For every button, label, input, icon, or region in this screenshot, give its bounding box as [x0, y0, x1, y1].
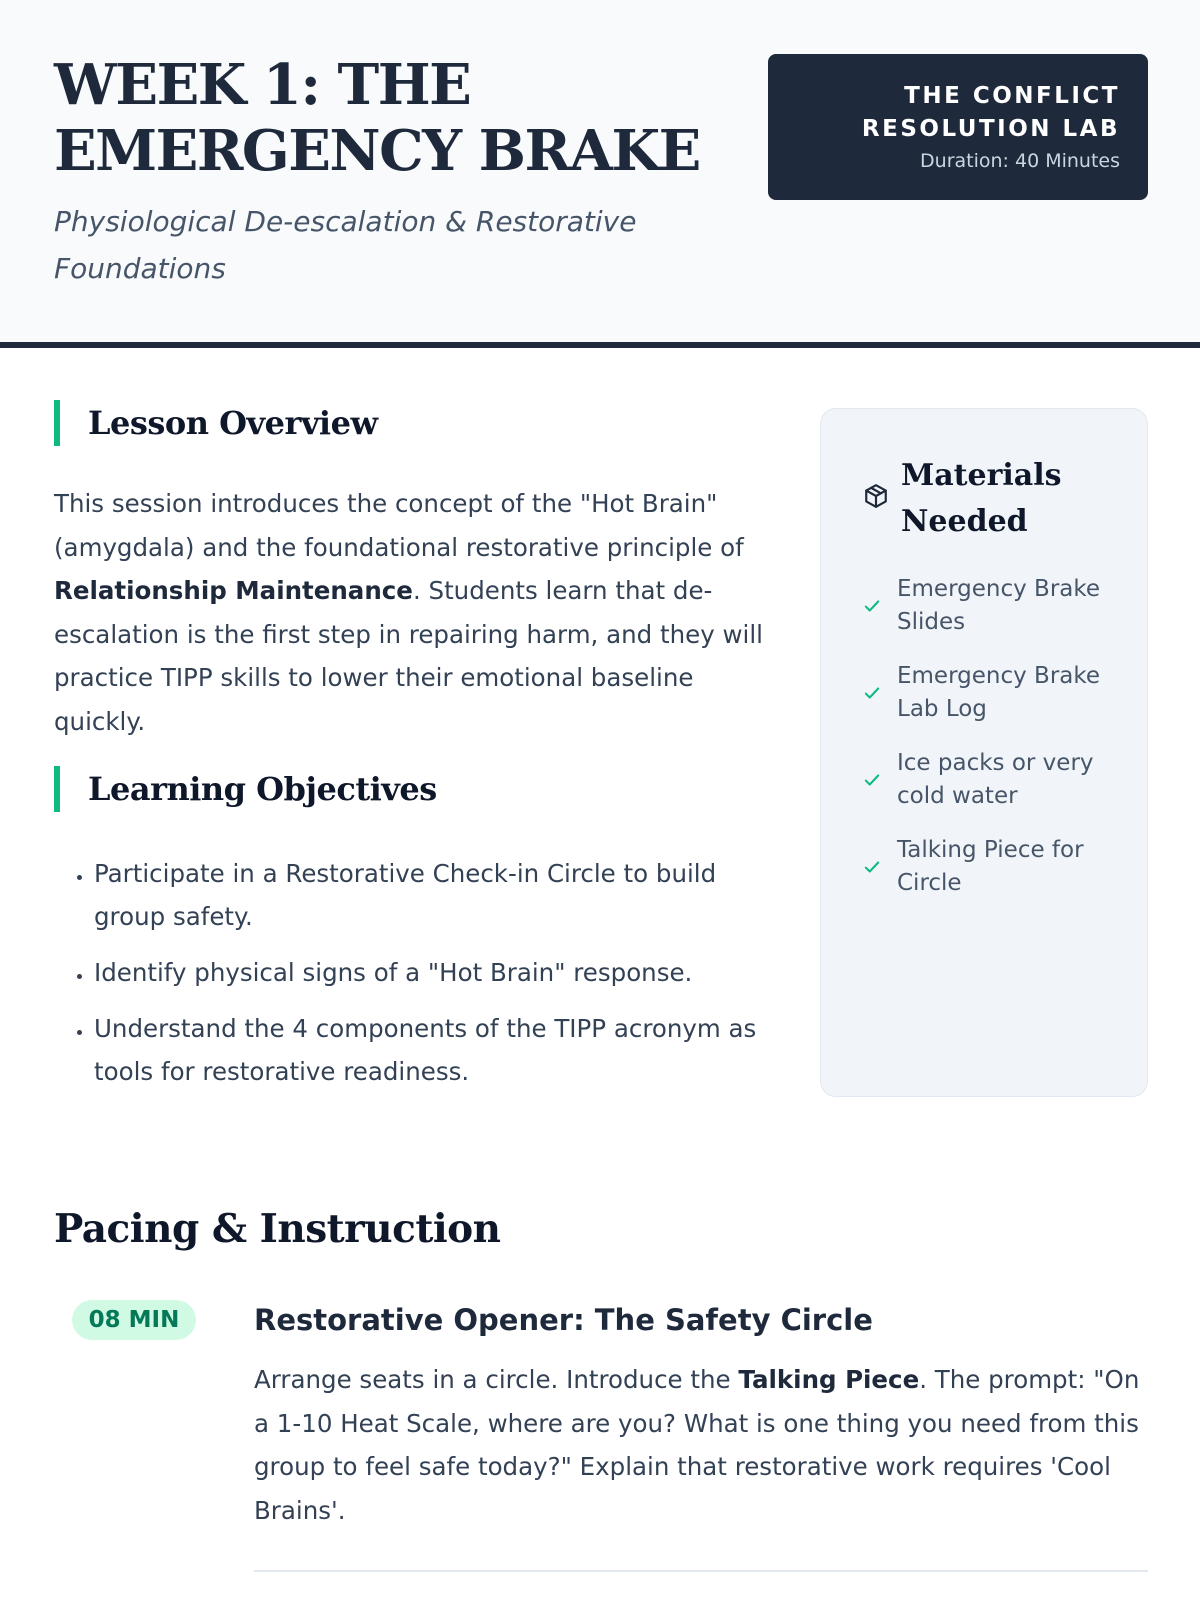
material-item [863, 832, 1133, 902]
overview-text-bold: Relationship Maintenance [54, 576, 413, 605]
step-description [254, 1358, 1154, 1532]
objectives-list [54, 852, 766, 1106]
overview-text [54, 482, 766, 743]
check-icon [863, 858, 881, 876]
material-label: Emergency Brake Slides [897, 576, 1101, 635]
step-divider [254, 1570, 1148, 1572]
material-label: Emergency Brake Lab Log [897, 663, 1101, 722]
objective-item: • Identify physical signs of a "Hot Brain" response. [94, 951, 766, 994]
material-label: Talking Piece for Circle [897, 837, 1084, 896]
materials-title: Materials Needed [901, 458, 1062, 539]
material-item [863, 658, 1133, 728]
check-icon [863, 684, 881, 702]
check-icon [863, 771, 881, 789]
step-text-start: Arrange seats in a circle. Introduce the [254, 1365, 739, 1394]
objectives-heading: Learning Objectives [54, 766, 437, 812]
page-subtitle: Physiological De-escalation & Restorative Foundations [54, 205, 637, 285]
course-name: THE CONFLICT RESOLUTION LAB [861, 83, 1120, 142]
lesson-duration: Duration: 40 Minutes [920, 150, 1120, 172]
objective-item: • Understand the 4 components of the TIPP acronym as tools for restorative readiness. [94, 1007, 766, 1093]
material-label: Ice packs or very cold water [897, 750, 1094, 809]
page-header [0, 0, 1200, 348]
course-badge [768, 54, 1148, 200]
materials-list [863, 571, 1133, 919]
objective-item: • Participate in a Restorative Check-in Circle to build group safety. [94, 852, 766, 938]
overview-text-end: . Students learn that de-escalation is the first step in repairing harm, and they will practice TIPP skills to lower their emotional baseline quickly. [54, 576, 763, 736]
overview-text-start: This session introduces the concept of the "Hot Brain" (amygdala) and the foundational restorative principle of [54, 489, 744, 562]
step-text-bold: Talking Piece [738, 1365, 920, 1394]
box-icon [863, 483, 889, 509]
overview-heading: Lesson Overview [54, 400, 377, 446]
pacing-heading: Pacing & Instruction [54, 1206, 501, 1252]
page-title: WEEK 1: THE EMERGENCY BRAKE [54, 52, 700, 184]
step-title: Restorative Opener: The Safety Circle [254, 1303, 873, 1337]
step-text-end: . The prompt: "On a 1-10 Heat Scale, where are you? What is one thing you need from this group to feel safe today?" Explain that restorative work requires 'Cool Brains'. [254, 1365, 1140, 1525]
materials-card [820, 408, 1148, 1097]
material-item [863, 745, 1133, 815]
material-item [863, 571, 1133, 641]
check-icon [863, 597, 881, 615]
step-duration-badge: 08 MIN [72, 1300, 196, 1340]
